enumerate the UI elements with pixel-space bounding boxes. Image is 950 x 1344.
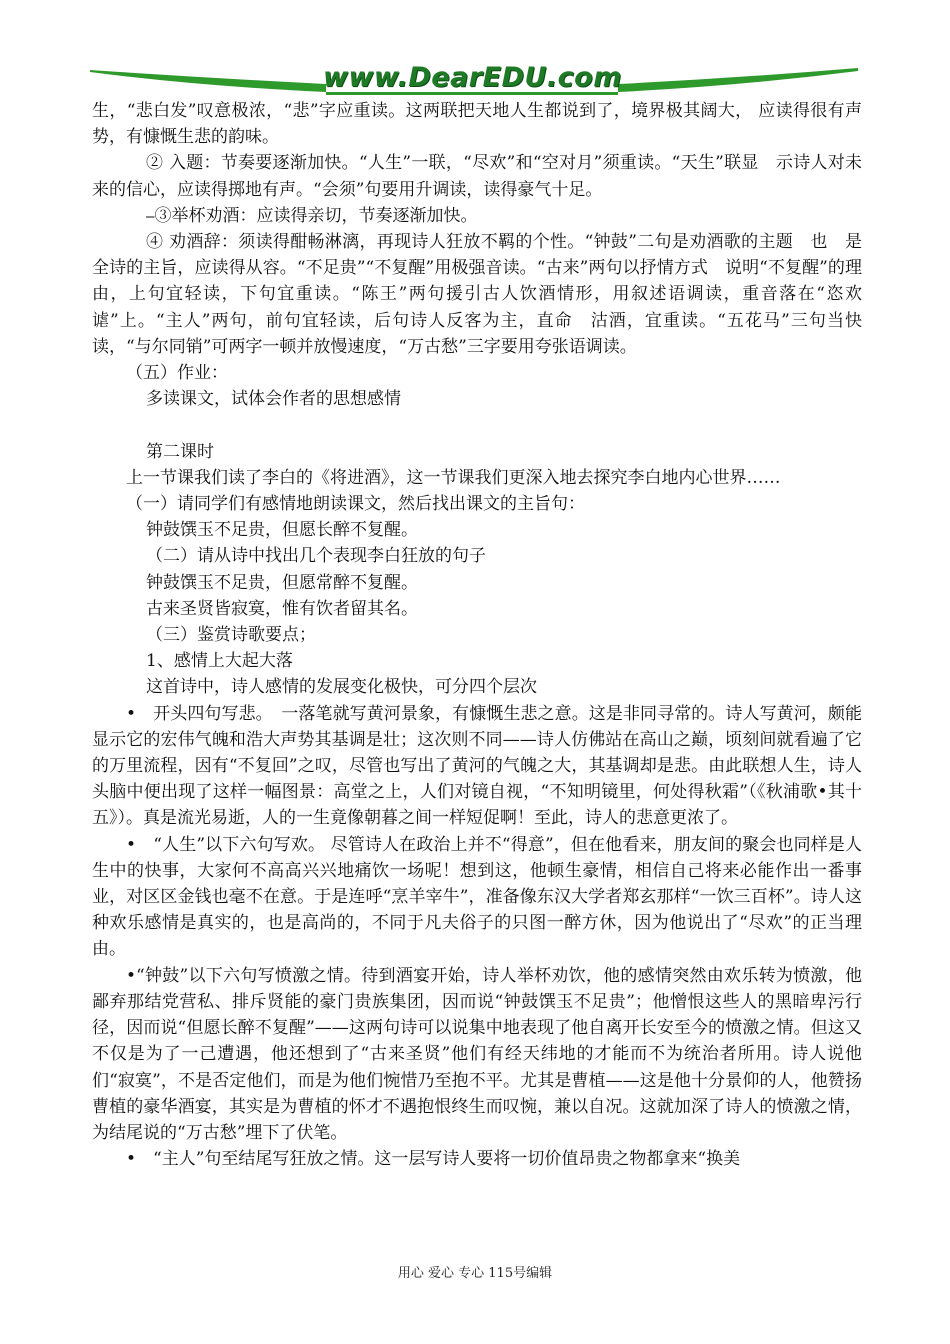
layers-intro: 这首诗中，诗人感情的发展变化极快，可分四个层次 [146, 677, 537, 698]
layer-four-unrestrained: • “主人”句至结尾写狂放之情。这一层写诗人要将一切价值昂贵之物都拿来“换美 [126, 1149, 741, 1170]
task-one: （一）请同学们有感情地朗读课文，然后找出课文的主旨句： [126, 494, 585, 515]
paragraph-continuation: 生，“悲白发”叹意极浓，“悲”字应重读。这两联把天地人生都说到了，境界极其阔大， 应读得很有声势，有慷慨生悲的韵味。 [92, 101, 862, 148]
lesson-two-intro: 上一节课我们读了李白的《将进酒》，这一节课我们更深入地去探究李白地内心世界…… [126, 467, 781, 488]
document-body [92, 98, 862, 1172]
point-one: 1、感情上大起大落 [146, 651, 293, 672]
homework-text: 多读课文，试体会作者的思想感情 [146, 389, 401, 410]
blank-line [92, 412, 862, 438]
left-swoosh [90, 70, 326, 92]
paragraph-item-3: ⎯③举杯劝酒：应读得亲切，节奏逐渐加快。 [146, 205, 478, 226]
bold-line-1: 钟鼓馔玉不足贵，但愿常醉不复醒。 [146, 572, 418, 593]
site-header [88, 58, 860, 100]
layer-one-sorrow: • 开头四句写悲。 一落笔就写黄河景象，有慷慨生悲之意。这是非同寻常的。诗人写黄河，颇能显示它的宏伟气魄和浩大声势其基调是壮；这次则不同——诗人仿佛站在高山之巅，顷刻间就看遍了它的万里流程，因有“不复回”之叹，尽管也写出了黄河的气魄之大，其基调却是悲。由此联想人生，诗人头脑中便出现了这样一幅图景：高堂之上，人们对镜自视，“不知明镜里，何处得秋霜”（《秋浦歌•其十五》）。真是流光易逝，人的一生竟像朝暮之间一样短促啊！至此，诗人的悲意更浓了。 [92, 703, 862, 829]
bold-line-2: 古来圣贤皆寂寞，惟有饮者留其名。 [146, 598, 418, 619]
paragraph-item-2: ② 入题：节奏要逐渐加快。“人生”一联，“尽欢”和“空对月”须重读。“天生”联显 示诗人对未来的信心，应读得掷地有声。“会须”句要用升调读，读得豪气十足。 [92, 153, 862, 200]
right-swoosh [618, 68, 858, 92]
task-three: （三）鉴赏诗歌要点； [146, 625, 316, 646]
task-two: （二）请从诗中找出几个表现李白狂放的句子 [146, 546, 486, 567]
layer-three-indignation: •“钟鼓”以下六句写愤激之情。待到酒宴开始，诗人举杯劝饮，他的感情突然由欢乐转为愤激，他鄙弃那结党营私、排斥贤能的豪门贵族集团，因而说“钟鼓馔玉不足贵”；他憎恨这些人的黑暗卑污行径，因而说“但愿长醉不复醒”——这两句诗可以说集中地表现了他自离开长安至今的愤激之情。但这又不仅是为了一己遭遇，他还想到了“古来圣贤”他们有经天纬地的才能而不为统治者所用。诗人说他们“寂寞”，不是否定他们，而是为他们惋惜乃至抱不平。尤其是曹植——这是他十分景仰的人，他赞扬曹植的豪华酒宴，其实是为曹植的怀才不遇抱恨终生而叹惋，兼以自况。这就加深了诗人的愤激之情，为结尾说的“万古愁”埋下了伏笔。 [92, 965, 862, 1143]
layer-two-joy: • “人生”以下六句写欢。 尽管诗人在政治上并不“得意”，但在他看来，朋友间的聚会也同样是人生中的快事，大家何不高高兴兴地痛饮一场呢！想到这，他顿生豪情，相信自己将来必能作出一番事业，对区区金钱也毫不在意。于是连呼“烹羊宰牛”，准备像东汉大学者郑玄那样“一饮三百杯”。诗人这种欢乐感情是真实的，也是高尚的，不同于凡夫俗子的只图一醉方休，因为他说出了“尽欢”的正当理由。 [92, 834, 862, 960]
site-logo[interactable]: www.DearEDU.com [323, 62, 622, 93]
homework-heading: （五）作业： [126, 363, 228, 384]
lesson-two-title: 第二课时 [146, 441, 214, 462]
main-theme-line: 钟鼓馔玉不足贵，但愿长醉不复醒。 [146, 520, 418, 541]
paragraph-item-4: ④ 劝酒辞：须读得酣畅淋漓，再现诗人狂放不羁的个性。“钟鼓”二句是劝酒歌的主题 也 是全诗的主旨，应读得从容。“不足贵”“不复醒”用极强音读。“古来”两句以抒情方式 说明“不复醒”的理由，上句宜轻读，下句宜重读。“陈王”两句援引古人饮酒情形，用叙述语调读，重音落在“恣欢谑”上。“主人”两句，前句宜轻读，后句诗人反客为主，直命 沽酒，宜重读。“五花马”三句当快读，“与尔同销”可两字一顿并放慢速度，“万古愁”三字要用夸张语调读。 [92, 232, 862, 357]
page-footer: 用心 爱心 专心 115号编辑 [397, 1266, 553, 1281]
